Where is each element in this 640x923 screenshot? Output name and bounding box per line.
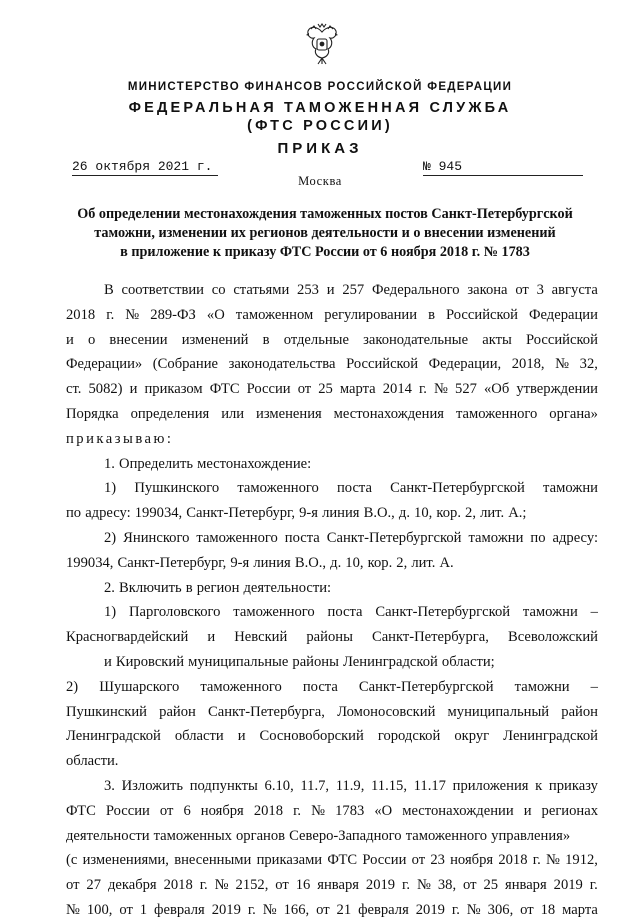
body-word: декабря: [107, 877, 157, 894]
body-word: приказу: [548, 777, 598, 794]
body-word: 27: [86, 877, 102, 894]
body-line: [66, 576, 598, 601]
body-word: В.О.,: [294, 554, 327, 571]
body-word: 1): [104, 480, 117, 497]
body-word: 2): [66, 678, 79, 695]
body-word: г.: [532, 852, 541, 869]
order-heading: [60, 205, 590, 262]
body-word: 2019: [365, 877, 396, 894]
body-word: местонахождения: [333, 405, 444, 422]
body-word: января: [317, 877, 359, 894]
body-word: приложения: [452, 777, 529, 794]
body-word: Ленинградской: [66, 728, 161, 745]
order-body: [66, 278, 598, 923]
body-word: Шушарского: [99, 678, 180, 695]
body-word: марта: [339, 381, 376, 398]
body-word: 1912,: [565, 852, 598, 869]
service-name: [0, 99, 640, 135]
body-word: области: [174, 728, 224, 745]
body-word: муниципальный: [447, 703, 550, 720]
body-word: –: [590, 678, 598, 695]
body-word: внесенными: [174, 852, 252, 869]
body-word: ФТС: [209, 381, 240, 398]
body-word: округ: [454, 728, 490, 745]
body-word: 11.9,: [335, 777, 365, 794]
body-word: статьями: [233, 282, 290, 298]
body-word: №: [262, 901, 277, 918]
body-line: [66, 526, 598, 551]
body-word: районы: [306, 629, 353, 646]
body-word: 10,: [414, 505, 433, 522]
body-word: районы: [292, 653, 339, 670]
body-word: августа: [551, 282, 598, 298]
body-word: Федерального: [371, 282, 460, 298]
body-word: линия: [253, 554, 291, 571]
body-line: [66, 774, 598, 799]
body-word: 1): [104, 604, 117, 621]
body-word: 2019: [415, 901, 445, 918]
body-word: Янинского: [123, 529, 190, 546]
body-word: приказами: [256, 852, 323, 869]
body-line: [66, 873, 598, 898]
body-word: г.: [402, 877, 411, 894]
body-word: 166,: [283, 901, 310, 918]
body-word: Санкт-Петербурга,: [208, 703, 325, 720]
heading-line: в приложение к приказу ФТС России от 6 ноября 2018 г. № 1783: [120, 244, 530, 260]
body-word: 1783: [335, 802, 365, 819]
body-word: 2): [104, 529, 117, 546]
body-word: д.: [398, 505, 410, 522]
body-word: о: [87, 331, 96, 348]
body-word: Всеволожский: [507, 629, 598, 646]
body-word: (с: [66, 852, 78, 869]
body-word: лит.: [480, 505, 505, 522]
heading-line: Об определении местонахождения таможенных постов Санкт-Петербургской: [77, 206, 573, 222]
body-line: [66, 824, 598, 849]
body-line: [66, 724, 598, 749]
body-word: А.;: [508, 505, 527, 522]
body-word: г.: [589, 877, 598, 894]
body-word: №: [466, 901, 481, 918]
order-number: № 945: [423, 159, 583, 176]
body-word: 9-я: [230, 554, 250, 571]
body-word: регионах: [541, 802, 598, 819]
body-word: г.: [418, 381, 427, 398]
body-word: Санкт-Петербургской: [375, 604, 511, 621]
body-word: Российской: [446, 306, 518, 323]
body-word: 18: [540, 901, 556, 918]
body-line: [66, 551, 598, 576]
body-word: приказываю:: [66, 430, 174, 447]
body-word: органов: [236, 827, 286, 844]
body-word: управления»: [491, 827, 571, 844]
body-word: 11.17: [413, 777, 446, 794]
body-line: [66, 749, 598, 774]
body-word: от: [66, 877, 80, 894]
body-word: ФТС: [327, 852, 358, 869]
body-word: №: [214, 877, 229, 894]
body-word: утверждении: [516, 381, 598, 398]
body-word: закона: [467, 282, 508, 298]
body-word: 2,: [465, 505, 476, 522]
body-word: 11.7,: [300, 777, 330, 794]
body-word: от: [297, 381, 312, 398]
body-word: Пушкинского: [134, 480, 220, 497]
body-word: кор.: [436, 505, 461, 522]
body-word: таможни: [522, 604, 578, 621]
body-word: 21: [336, 901, 352, 918]
body-word: Санкт-Петербург,: [117, 554, 227, 571]
body-line: [66, 848, 598, 873]
body-word: января: [504, 877, 547, 894]
body-word: или: [221, 405, 245, 422]
body-word: район: [159, 703, 196, 720]
body-word: «О: [206, 306, 225, 323]
body-word: ноября: [450, 852, 494, 869]
body-word: органа»: [549, 405, 598, 422]
body-word: «О: [374, 802, 393, 819]
body-word: №: [125, 306, 140, 323]
body-word: 2018,: [511, 356, 545, 373]
body-word: адресу:: [85, 505, 131, 522]
body-word: 100,: [86, 901, 113, 918]
body-word: линия: [322, 505, 360, 522]
body-line: [66, 650, 598, 675]
body-word: 5082): [88, 381, 123, 398]
body-word: Изложить: [121, 777, 184, 794]
body-word: изменениями,: [82, 852, 169, 869]
body-word: В: [104, 282, 114, 298]
body-line: [66, 625, 598, 650]
body-line: [66, 377, 598, 402]
body-word: г.: [247, 901, 256, 918]
body-word: Невский: [234, 629, 288, 646]
order-city: Москва: [298, 174, 342, 188]
body-word: России: [362, 852, 407, 869]
body-word: Российской: [346, 356, 418, 373]
body-word: поста: [284, 529, 320, 546]
body-word: 3: [536, 282, 544, 298]
body-line: [66, 452, 598, 477]
body-word: в: [262, 331, 270, 348]
body-word: в: [185, 579, 193, 596]
body-line: [66, 700, 598, 725]
body-word: 2014: [382, 381, 412, 398]
body-word: к: [535, 777, 543, 794]
body-word: –: [590, 604, 598, 621]
body-word: внесении: [109, 331, 168, 348]
body-word: 1: [139, 901, 148, 918]
body-word: Российской: [525, 331, 598, 348]
body-word: г.: [451, 901, 460, 918]
service-abbr-line: (ФТС РОССИИ): [247, 118, 393, 134]
body-word: Парголовского: [129, 604, 221, 621]
body-word: ст.: [66, 381, 82, 398]
body-word: 199034,: [134, 505, 183, 522]
body-word: г.: [293, 802, 302, 819]
body-word: 253: [297, 282, 319, 298]
body-word: ноября: [200, 802, 244, 819]
body-word: поста: [327, 604, 363, 621]
body-word: и: [523, 802, 532, 819]
body-word: таможенном: [235, 306, 314, 323]
body-word: В.О.,: [363, 505, 395, 522]
body-word: области.: [66, 753, 119, 770]
body-word: 2018: [163, 877, 193, 894]
body-word: 2152,: [235, 877, 269, 894]
body-word: лит.: [411, 554, 436, 571]
body-word: и: [237, 728, 246, 745]
body-word: таможенного: [237, 480, 319, 497]
body-word: и: [326, 282, 335, 298]
body-word: Санкт-Петербургской: [358, 678, 494, 695]
body-word: регион: [196, 579, 240, 596]
body-word: и: [66, 331, 74, 348]
body-line: [66, 476, 598, 501]
body-line: [66, 600, 598, 625]
body-word: Сосновоборский: [259, 728, 364, 745]
body-word: регулировании: [324, 306, 418, 323]
body-word: №: [416, 877, 431, 894]
body-word: Красногвардейский: [66, 629, 189, 646]
body-word: Санкт-Петербурга,: [371, 629, 489, 646]
service-name-line: ФЕДЕРАЛЬНАЯ ТАМОЖЕННАЯ СЛУЖБА: [128, 100, 512, 116]
body-word: и: [104, 653, 112, 670]
body-word: 289-ФЗ: [150, 306, 196, 323]
body-line: [66, 328, 598, 353]
body-line: [66, 427, 598, 452]
body-line: [66, 402, 598, 427]
body-word: 25: [318, 381, 333, 398]
body-word: 16: [295, 877, 311, 894]
body-word: Санкт-Петербургской: [326, 529, 462, 546]
body-word: от: [411, 852, 426, 869]
body-word: 257: [342, 282, 365, 298]
body-word: 2018: [498, 852, 528, 869]
body-word: Федерации»: [66, 356, 143, 373]
body-word: от: [119, 901, 133, 918]
body-word: 2019: [553, 877, 583, 894]
body-word: 2019: [211, 901, 241, 918]
body-word: (Собрание: [152, 356, 218, 373]
body-word: №: [66, 901, 80, 918]
body-word: местонахождение:: [197, 455, 312, 472]
body-word: 306,: [487, 901, 514, 918]
body-word: таможенного: [233, 604, 315, 621]
body-word: Ленинградской: [503, 728, 598, 745]
body-word: соответствии: [121, 282, 204, 298]
body-word: №: [545, 852, 560, 869]
body-word: 527: [455, 381, 477, 398]
body-word: марта: [562, 901, 598, 918]
body-word: Санкт-Петербург,: [186, 505, 296, 522]
body-word: 6.10,: [264, 777, 294, 794]
body-word: район: [561, 703, 598, 720]
body-word: А.: [439, 554, 454, 571]
order-date: 26 октября 2021 г.: [72, 159, 218, 176]
body-word: ФТС: [66, 802, 96, 819]
body-word: №: [434, 381, 448, 398]
body-word: от: [520, 901, 534, 918]
body-word: поста: [302, 678, 338, 695]
body-word: России: [246, 381, 291, 398]
body-word: Кировский: [115, 653, 185, 670]
body-word: со: [211, 282, 226, 298]
body-line: [66, 898, 598, 923]
body-word: подпункты: [189, 777, 258, 794]
body-word: 1.: [104, 455, 115, 472]
body-word: деятельности: [66, 827, 150, 844]
body-word: акты: [482, 331, 512, 348]
body-word: таможни: [514, 678, 570, 695]
body-line: [66, 303, 598, 328]
body-word: Ломоносовский: [337, 703, 436, 720]
body-word: городской: [377, 728, 441, 745]
body-word: приказом: [144, 381, 203, 398]
body-word: таможенных: [153, 827, 232, 844]
body-word: Федерации: [528, 306, 598, 323]
body-word: «Об: [483, 381, 510, 398]
body-word: Ленинградской: [342, 653, 438, 670]
coat-of-arms-icon: [305, 22, 339, 66]
body-word: 2018: [66, 306, 96, 323]
body-word: Порядка: [66, 405, 119, 422]
body-word: адресу:: [552, 529, 598, 546]
body-word: февраля: [154, 901, 205, 918]
body-word: от: [316, 901, 330, 918]
body-word: №: [311, 802, 326, 819]
body-word: Пушкинский: [66, 703, 147, 720]
body-line: [66, 501, 598, 526]
body-word: поста: [336, 480, 372, 497]
body-word: изменения: [256, 405, 322, 422]
body-word: в: [428, 306, 435, 323]
body-word: таможни: [468, 529, 524, 546]
body-word: 25: [483, 877, 499, 894]
body-word: 199034,: [66, 554, 114, 571]
body-word: законодательства: [228, 356, 336, 373]
body-word: 2018: [253, 802, 284, 819]
body-word: 11.15,: [371, 777, 407, 794]
body-word: д.: [330, 554, 342, 571]
body-word: 10,: [345, 554, 364, 571]
body-word: 9-я: [299, 505, 318, 522]
body-word: Включить: [119, 579, 182, 596]
body-word: от: [275, 877, 289, 894]
body-word: 32,: [579, 356, 598, 373]
body-word: г.: [199, 877, 208, 894]
body-word: от: [463, 877, 477, 894]
body-word: таможенного: [455, 405, 538, 422]
body-word: законодательные: [363, 331, 469, 348]
body-word: таможни: [543, 480, 598, 497]
body-word: определения: [130, 405, 210, 422]
body-word: отдельные: [283, 331, 349, 348]
body-word: таможенного: [200, 678, 282, 695]
body-word: и: [129, 381, 138, 398]
ministry-name: МИНИСТЕРСТВО ФИНАНСОВ РОССИЙСКОЙ ФЕДЕРАЦИИ: [127, 81, 513, 93]
body-word: 6: [183, 802, 191, 819]
body-word: 2,: [396, 554, 408, 571]
body-line: [66, 675, 598, 700]
body-word: Санкт-Петербургской: [390, 480, 525, 497]
body-word: по: [530, 529, 546, 546]
body-line: [66, 352, 598, 377]
body-word: февраля: [358, 901, 409, 918]
body-line: [66, 278, 598, 303]
body-word: 23: [430, 852, 445, 869]
body-word: России: [105, 802, 150, 819]
body-word: муниципальные: [188, 653, 289, 670]
body-word: изменений: [181, 331, 249, 348]
body-word: по: [66, 505, 82, 522]
body-word: области;: [441, 653, 495, 670]
body-word: таможенного: [405, 827, 488, 844]
body-word: от: [515, 282, 529, 298]
body-line: [66, 799, 598, 824]
body-word: 3.: [104, 777, 115, 794]
body-word: №: [555, 356, 570, 373]
body-word: и: [207, 629, 216, 646]
body-word: 38,: [437, 877, 457, 894]
body-word: от: [159, 802, 174, 819]
body-word: местонахождении: [402, 802, 514, 819]
body-word: Определить: [119, 455, 193, 472]
body-word: 2.: [104, 579, 115, 596]
document-type: ПРИКАЗ: [277, 140, 363, 157]
heading-line: таможни, изменении их регионов деятельности и о внесении изменений: [94, 225, 556, 241]
body-word: кор.: [367, 554, 393, 571]
body-word: Северо-Западного: [289, 827, 402, 844]
body-word: г.: [106, 306, 115, 323]
body-word: деятельности:: [243, 579, 332, 596]
body-word: таможенного: [196, 529, 278, 546]
body-word: Федерации,: [428, 356, 502, 373]
